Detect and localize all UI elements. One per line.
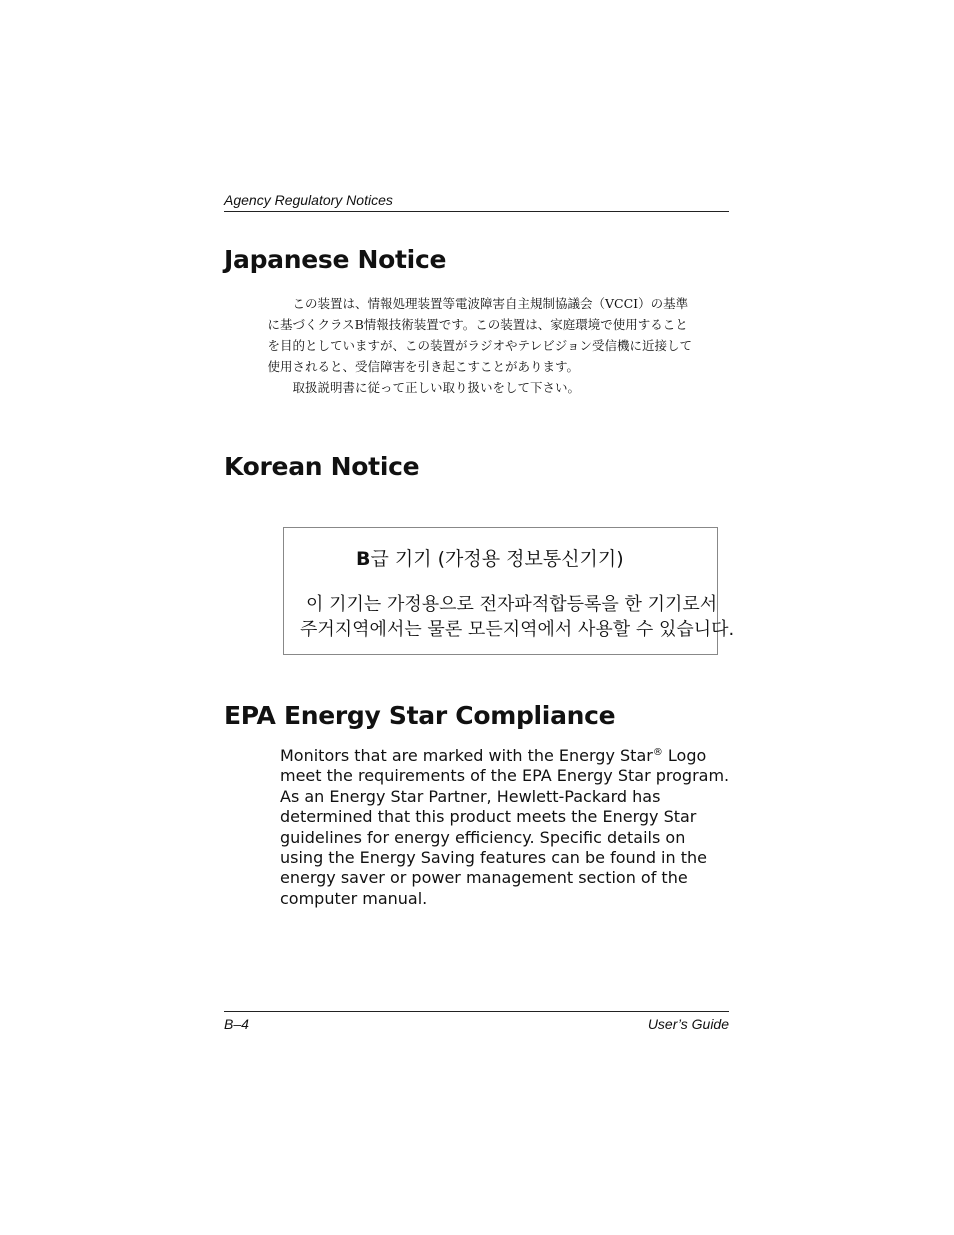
epa-paragraph <box>280 746 730 909</box>
running-header: Agency Regulatory Notices <box>224 191 729 212</box>
registered-mark: ® <box>652 747 663 758</box>
epa-text-rest: Logo meet the requirements of the EPA Energy Star program. As an Energy Star Partner, Hewlett-Packard has determined that this product meets the Energy Star guidelines for energy efficiency. Specific details on using the Energy Saving features can be found in the energy saver or power management section of the computer manual. <box>280 746 730 908</box>
korean-notice-heading: Korean Notice <box>224 452 420 481</box>
guide-title: User’s Guide <box>647 1016 729 1032</box>
korean-title-text: 급 기기 (가정용 정보통신기기) <box>370 548 624 570</box>
korean-notice-body <box>300 592 734 642</box>
korean-notice-title <box>356 546 624 572</box>
korean-line-1: 이 기기는 가정용으로 전자파적합등록을 한 기기로서 <box>306 594 718 615</box>
korean-notice-box <box>283 527 735 655</box>
japanese-paragraph-1 <box>267 293 730 377</box>
epa-text-start: Monitors that are marked with the Energy Star <box>280 746 653 765</box>
japanese-notice-heading: Japanese Notice <box>224 245 447 274</box>
japanese-line-1: この装置は、情報処理装置等電波障害自主規制協議会（VCCI）の基準 <box>292 296 689 311</box>
japanese-line-4: 使用されると、受信障害を引き起こすことがあります。 <box>267 359 580 374</box>
epa-heading: EPA Energy Star Compliance <box>224 701 616 730</box>
korean-line-2: 주거지역에서는 물론 모든지역에서 사용할 수 있습니다. <box>300 619 735 640</box>
korean-class-letter: B <box>356 548 371 570</box>
japanese-line-3: を目的としていますが、この装置がラジオやテレビジョン受信機に近接して <box>267 338 693 353</box>
page-number: B–4 <box>224 1016 249 1032</box>
japanese-notice-text <box>267 293 730 398</box>
japanese-paragraph-2: 取扱説明書に従って正しい取り扱いをして下さい。 <box>292 380 581 395</box>
page-footer <box>224 1011 729 1032</box>
japanese-line-2: に基づくクラスB情報技術装置です。この装置は、家庭環境で使用すること <box>267 317 688 332</box>
